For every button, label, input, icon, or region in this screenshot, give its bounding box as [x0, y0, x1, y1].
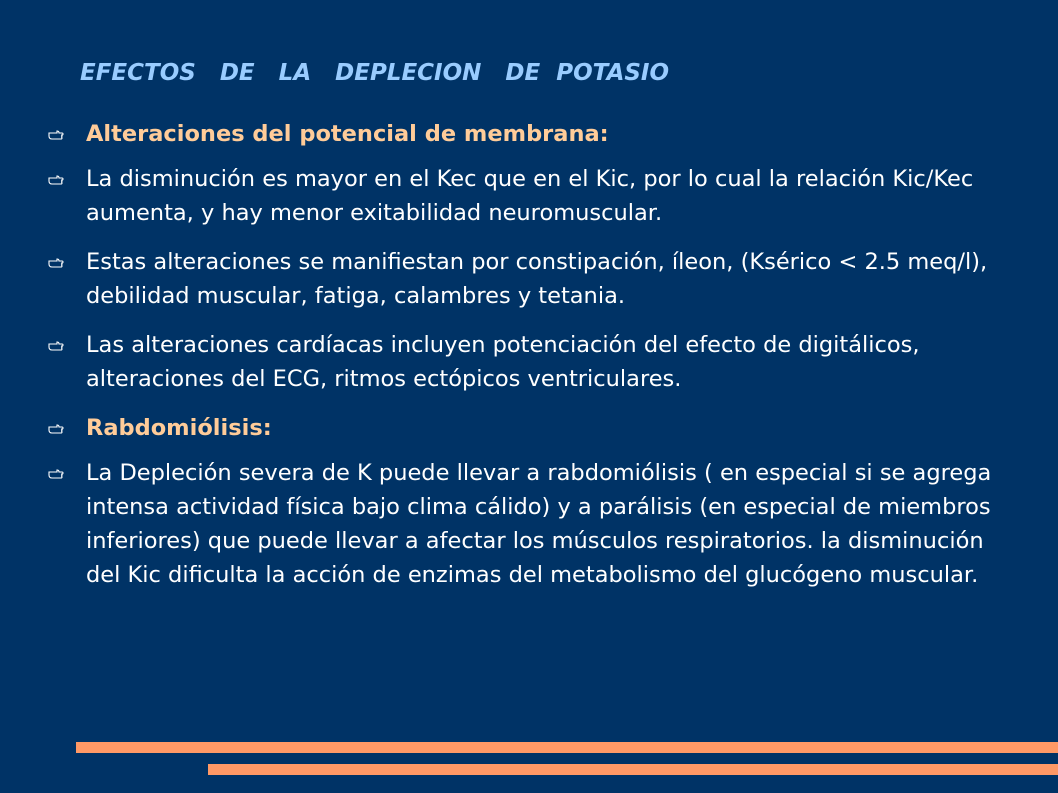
hand-pointing-icon — [48, 338, 64, 354]
slide-title: EFECTOS DE LA DEPLECION DE POTASIO — [80, 60, 670, 86]
hand-pointing-icon — [48, 421, 64, 437]
hand-pointing-icon — [48, 172, 64, 188]
bullet-text: La Depleción severa de K puede llevar a rabdomiólisis ( en especial si se agrega intensa actividad física bajo clima cálido) y a parálisis (en especial de miembros inferiores) que puede llevar a afectar los músculos respiratorios. la disminución del Kic dificulta la acción de enzimas del metabolismo del glucógeno muscular. — [86, 460, 992, 588]
bullet-item — [48, 245, 1008, 313]
bullet-item — [48, 411, 1008, 445]
bullet-text: Las alteraciones cardíacas incluyen potenciación del efecto de digitálicos, alteraciones del ECG, ritmos ectópicos ventriculares. — [86, 332, 920, 392]
hand-pointing-icon — [48, 127, 64, 143]
bullet-text: La disminución es mayor en el Kec que en el Kic, por lo cual la relación Kic/Kec aumenta, y hay menor exitabilidad neuromuscular. — [86, 166, 974, 226]
bullet-text: Estas alteraciones se manifiestan por constipación, íleon, (Ksérico < 2.5 meq/l), debilidad muscular, fatiga, calambres y tetania. — [86, 249, 988, 309]
hand-pointing-icon — [48, 255, 64, 271]
bullet-item — [48, 162, 1008, 230]
bullet-item — [48, 328, 1008, 396]
bullet-item — [48, 117, 1008, 151]
accent-bar-bottom — [208, 764, 1058, 775]
bullet-text: Alteraciones del potencial de membrana: — [86, 121, 609, 147]
accent-bar-top — [76, 742, 1058, 753]
hand-pointing-icon — [48, 466, 64, 482]
bullet-item — [48, 456, 1008, 592]
bullet-text: Rabdomiólisis: — [86, 415, 272, 441]
bullet-list — [48, 117, 1008, 607]
